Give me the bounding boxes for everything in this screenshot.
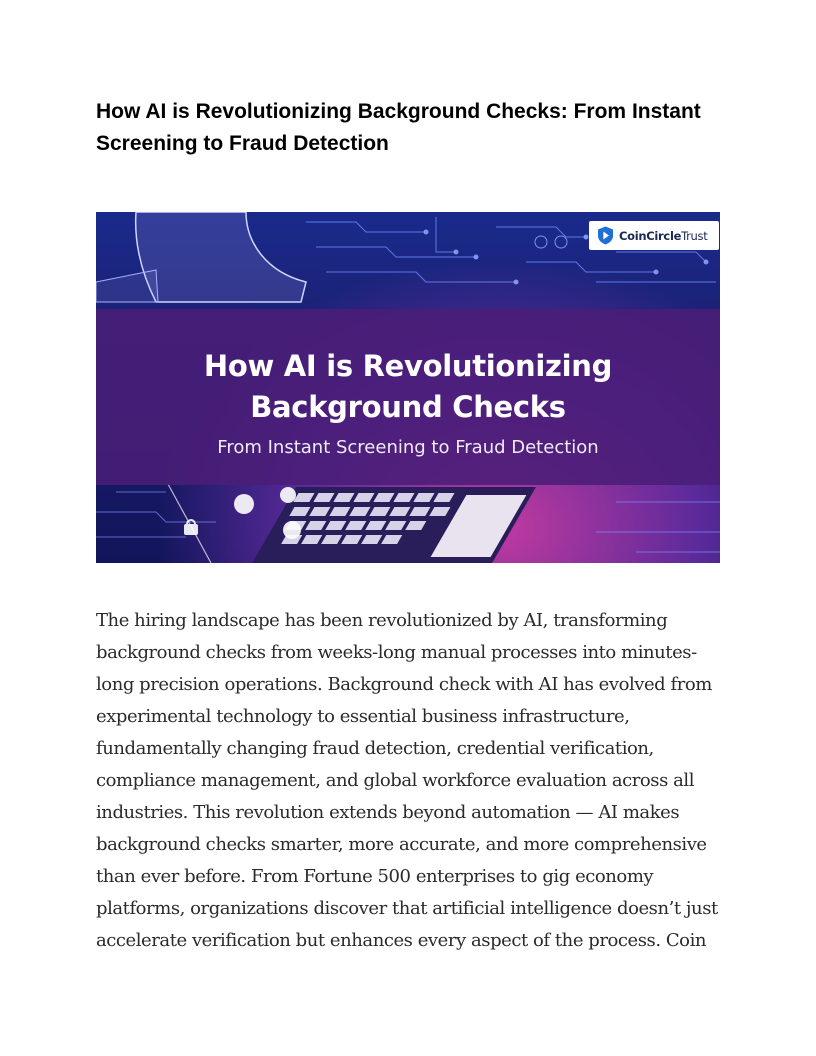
brand-name: CoinCircleTrust <box>619 228 708 243</box>
hero-headline-line1: How AI is Revolutionizing <box>203 349 613 383</box>
article-body-paragraph: The hiring landscape has been revolutionized by AI, transforming background checks from weeks-long manual processes into minutes-long precision operations. Background check with AI has evolved from experimental technology to essential business infrastructure, fundamentally changing fraud detection, credential verification, compliance management, and global workforce evaluation across all industries. This revolution extends beyond automation — AI makes background checks smarter, more accurate, and more comprehensive than ever before. From Fortune 500 enterprises to gig economy platforms, organizations discover that artificial intelligence doesn’t just accelerate verification but enhances every aspect of the process. Coin <box>96 610 718 951</box>
play-shield-icon <box>597 226 614 245</box>
hero-image <box>96 212 720 563</box>
article-title: How AI is Revolutionizing Background Checks: From Instant Screening to Fraud Detection <box>96 100 701 155</box>
brand-logo <box>589 221 719 250</box>
hero-headline-line2: Background Checks <box>250 390 566 424</box>
hero-subheadline: From Instant Screening to Fraud Detection <box>217 437 599 458</box>
